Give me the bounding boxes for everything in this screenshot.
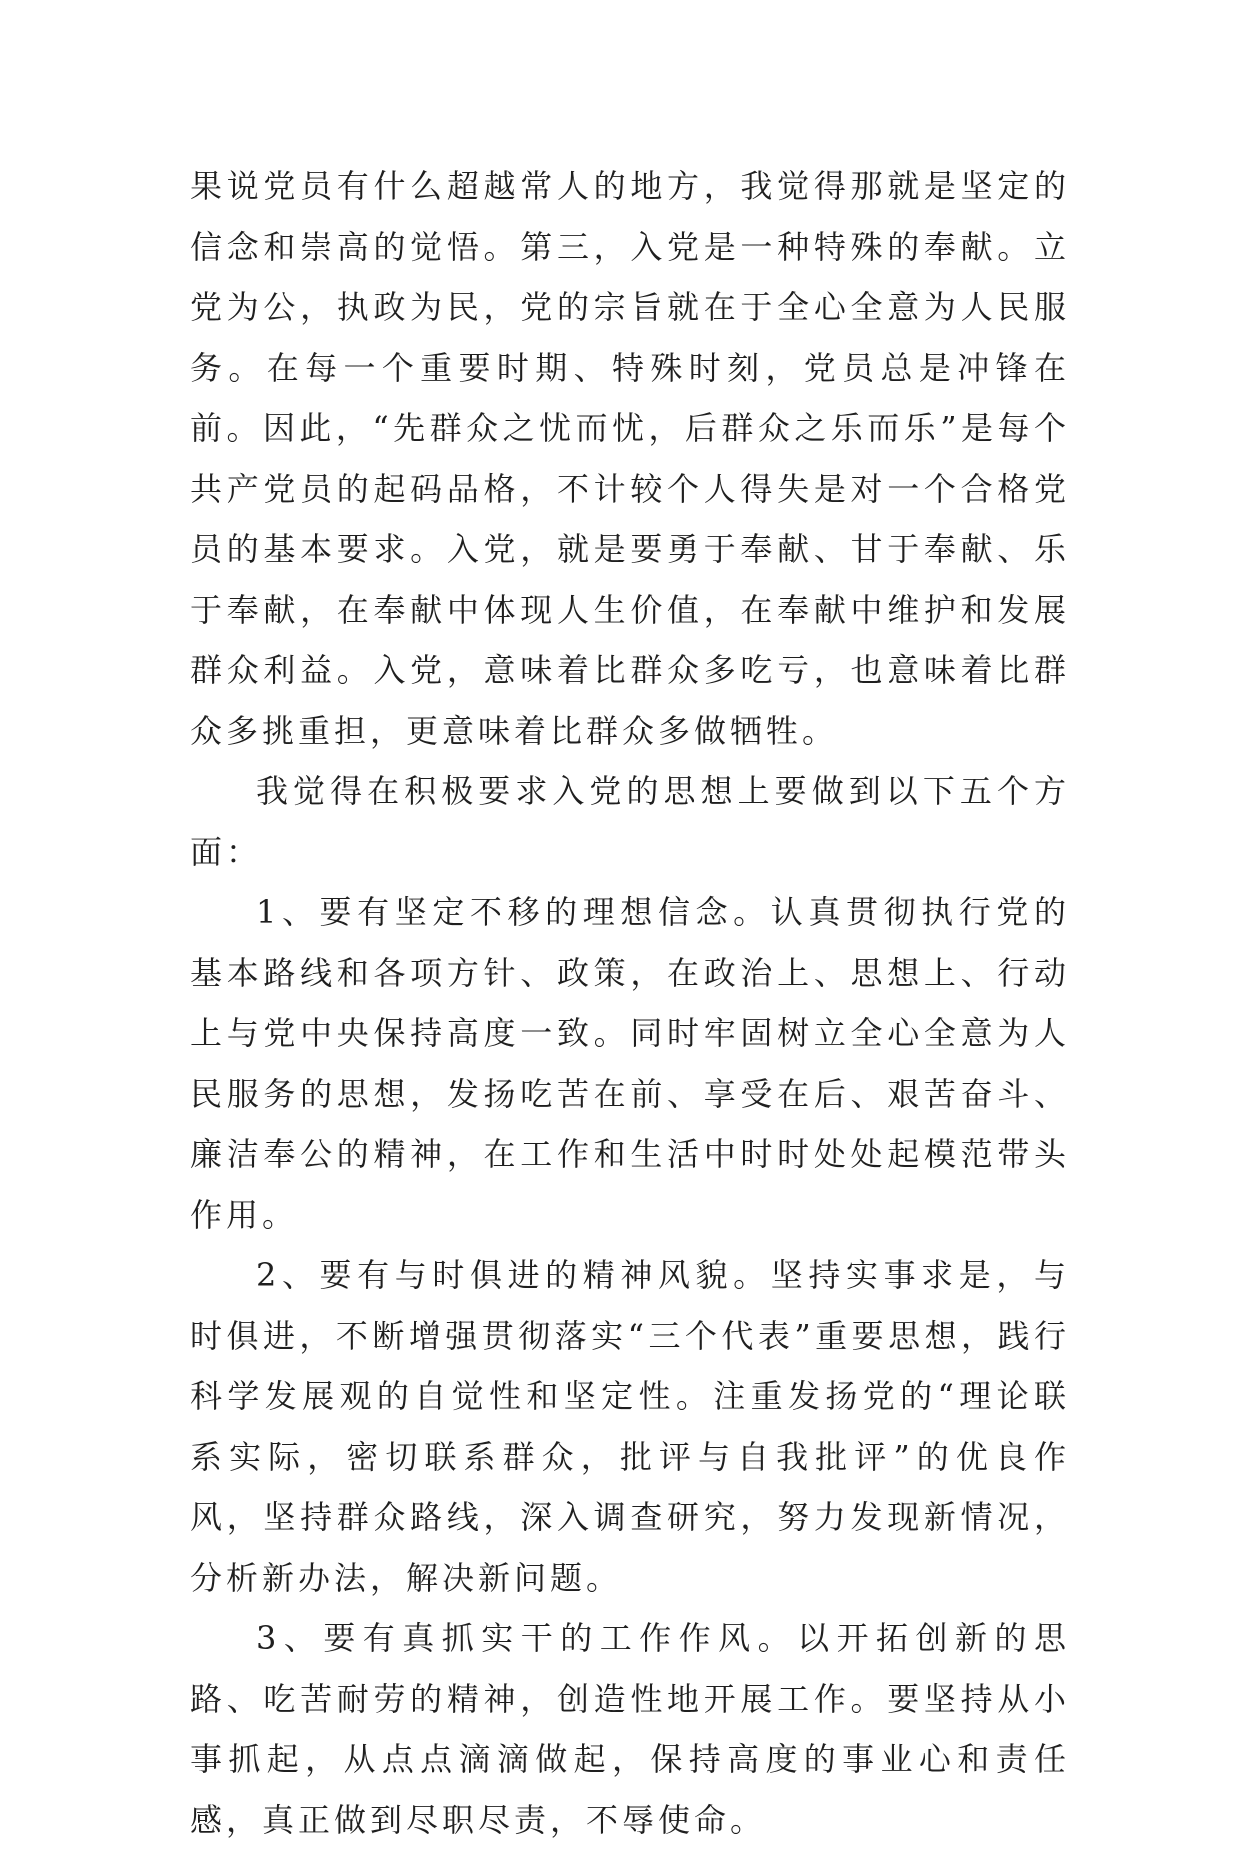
paragraph-aspect-1: 1、要有坚定不移的理想信念。认真贯彻执行党的基本路线和各项方针、政策，在政治上、思想上、行动上与党中央保持高度一致。同时牢固树立全心全意为人民服务的思想，发扬吃苦在前、享受在后、艰苦奋斗、廉洁奉公的精神，在工作和生活中时时处处起模范带头作用。 xyxy=(190,893,1070,1234)
paragraph-intro-five-aspects: 我觉得在积极要求入党的思想上要做到以下五个方面： xyxy=(190,772,1070,871)
paragraph-aspect-2: 2、要有与时俱进的精神风貌。坚持实事求是，与时俱进，不断增强贯彻落实“三个代表”重要思想，践行科学发展观的自觉性和坚定性。注重发扬党的“理论联系实际，密切联系群众，批评与自我批评”的优良作风，坚持群众路线，深入调查研究，努力发现新情况，分析新办法，解决新问题。 xyxy=(190,1256,1070,1597)
paragraph-aspect-3: 3、要有真抓实干的工作作风。以开拓创新的思路、吃苦耐劳的精神，创造性地开展工作。要坚持从小事抓起，从点点滴滴做起，保持高度的事业心和责任感，真正做到尽职尽责，不辱使命。 xyxy=(190,1619,1070,1839)
document-body xyxy=(190,156,1070,1850)
paragraph-continuation: 果说党员有什么超越常人的地方，我觉得那就是坚定的信念和崇高的觉悟。第三，入党是一种特殊的奉献。立党为公，执政为民，党的宗旨就在于全心全意为人民服务。在每一个重要时期、特殊时刻，党员总是冲锋在前。因此，“先群众之忧而忧，后群众之乐而乐”是每个共产党员的起码品格，不计较个人得失是对一个合格党员的基本要求。入党，就是要勇于奉献、甘于奉献、乐于奉献，在奉献中体现人生价值，在奉献中维护和发展群众利益。入党，意味着比群众多吃亏，也意味着比群众多挑重担，更意味着比群众多做牺牲。 xyxy=(190,167,1070,750)
